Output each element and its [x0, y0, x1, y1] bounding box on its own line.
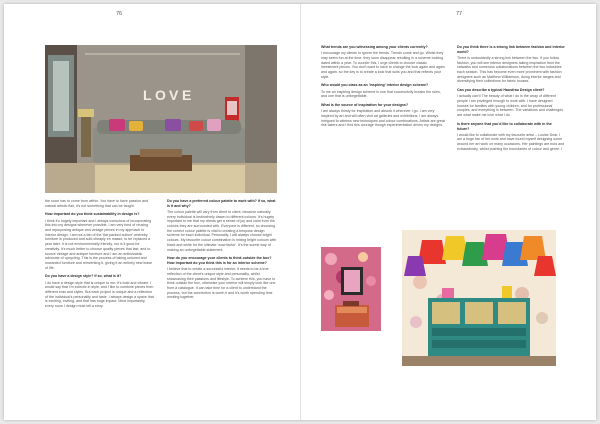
interview-question: Can you describe a typical Hausfrau Design client? [457, 88, 545, 93]
interview-question: Do you have a design style? If so, what is it? [45, 274, 122, 279]
body-paragraph: The colour palette will vary from client to client, because naturally every individual is instinctively drawn to different colours. It's hugely important to me that my clients get a sense of joy and calm from the colours they are surrounded with. Everyone is different, so choosing the correct colour palette is vital to creating a bespoke design scheme for each individual. Personally, I will always choose bright colours. My favourite colour combination is mixing bright colours with black and white for the ultimate 'wow factor'. It's the surest way of making an unforgettable statement. [167, 209, 277, 252]
love-letter-v: V [169, 87, 179, 103]
left-page-column-1 [45, 199, 155, 404]
left-page-column-2 [167, 199, 277, 404]
body-paragraph: I believe that to create a successful interior, it needs to be a true reflection of the client's unique style and personality, whilst showcasing their passions and lifestyle. To achieve this, you have to think outside the box, otherwise your interior will simply look like one from a catalogue. It can take time for a client to understand the process, but the connection is worth it and it's worth spending time working together. [167, 267, 276, 300]
page-number-right: 77 [456, 11, 463, 17]
right-page-column-1 [321, 45, 445, 225]
interview-question: Do you think there is a strong link between fashion and interior world? [457, 45, 565, 54]
body-paragraph: I encourage my clients to ignore the trends. Trends come and go. Whilst they may seem fun at the time, they soon disappear resulting in a scheme looking dated within a year. To counter this, I urge clients to choose classic investment pieces. You don't want to have to change the look again and again and again, so the key is to create a look that suits you and that reflects your style. [321, 51, 445, 79]
body-paragraph: I do have a design style that is unique to me. It's bold and vibrant. I would say that I'm eclectic in style, and I like to combine pieces from different eras and styles. But each project is unique and a reflection of the individual's personality and taste. I always design a space that is exciting, inviting, and that has huge impact. Most importantly, every room I design must tell a story. [45, 280, 154, 309]
page-number-left: 76 [116, 11, 123, 17]
love-letter-e: E [182, 87, 192, 103]
magazine-spread [4, 4, 596, 420]
love-letter-o: O [155, 87, 166, 103]
body-paragraph: I would like to collaborate with my favourite artist – Louise Dear. I am a huge fan of her work and have found myself designing some around her art work on many occasions. Her paintings are bold and extraordinary, whilst pushing the boundaries of colour and genre. I [457, 132, 565, 151]
interview-question: How do you encourage your clients to think outside the box? How important do you think this is for an interior scheme? [167, 256, 272, 265]
right-page-column-2 [457, 45, 565, 225]
body-paragraph: There is undoubtedly a strong link between the two. If you follow fashion, you will see interior designers taking inspiration from the catwalks and numerous collaborations between the two industries each season. This has become even more prominent with fashion designers such as Matthew Williamson, doing interior ranges and diversifying their collections for fabric houses. [457, 55, 562, 84]
interview-question: How important do you think sustainability in design is? [45, 212, 140, 217]
body-paragraph: I actually can't! The beauty of what I do is the array of different people I am privileged enough to work with. I have designed houses for families with young children, and for professional couples, and everything in between. The variations and challenges are what make me love what I do. [457, 94, 564, 118]
love-letter-l: L [143, 87, 152, 103]
body-paragraph: To me an inspiring design scheme is one that successfully breaks the rules, and one that is unforgettable. [321, 89, 441, 99]
body-paragraph: I think it's hugely important and I always conscious of incorporating this into my designs wherever possible. I am very fond of reusing and repurposing antique and vintage pieces in my approach to interior design. I am not a fan of the 'flat packed culture' whereby furniture is produced and sold cheaply en masse, to be replaced a year later. It is not environmentally friendly, nor is it good for creativity. It's much better to choose quality pieces that last, and to source vintage and antique furniture and I am an enthusiastic advocate of upcycling. This is the process of taking unloved and unwanted furniture and reinventing it, giving it an entirely new lease of life. [45, 218, 153, 270]
interview-question: What trends are you witnessing among your clients currently? [321, 45, 428, 49]
interview-question: Is there anyone that you'd like to collaborate with in the future? [457, 121, 552, 131]
interview-question: What is the source of inspiration for your designs? [321, 103, 409, 108]
interview-question: Who would you class as an 'inspiring' interior design scheme? [321, 83, 429, 88]
living-room-photo [45, 45, 277, 193]
lampshades-cabinet-photo [402, 230, 556, 366]
page-gutter [300, 4, 301, 420]
interview-question: Do you have a preferred colour palette to work with? If so, what is it and why? [167, 199, 276, 208]
floral-room-photo [321, 247, 381, 331]
body-paragraph: the room has to come from within. You have to have passion and natural artistic flair, it's not something that can be taught. [45, 199, 149, 208]
body-paragraph: I am always thirsty for inspiration and absorb it wherever I go. I am very inspired by art and will often visit art galleries and exhibitions. I am always intrigued to witness new techniques and colour combinations. Artists are great risk takers and I find this courage though experimentation drives my designs. [321, 109, 445, 128]
